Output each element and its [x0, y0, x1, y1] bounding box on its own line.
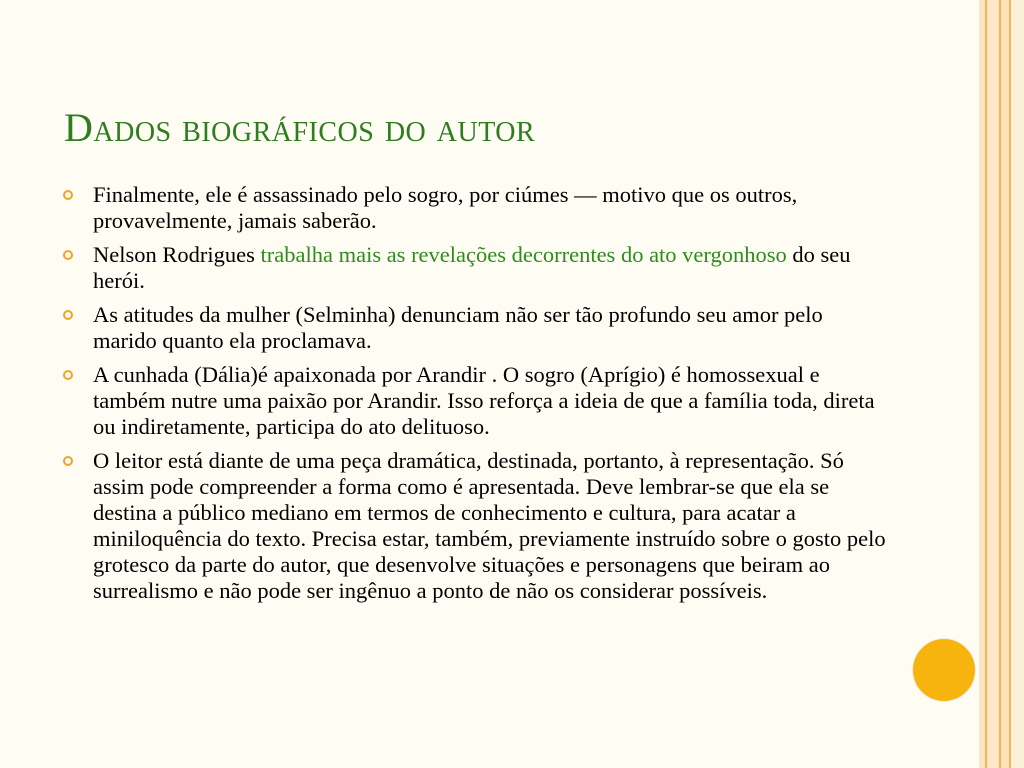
circle-bullet-icon: [63, 250, 73, 260]
bullet-item-2: [62, 242, 892, 294]
circle-bullet-icon: [63, 190, 73, 200]
bullet-text-suffix: do seu herói.: [93, 242, 851, 293]
bullet-text: A cunhada (Dália)é apaixonada por Arandir . O sogro (Aprígio) é homossexual e também nutre uma paixão por Arandir. Isso reforça a ideia de que a família toda, direta ou indiretamente, participa do ato delituoso.: [93, 362, 875, 439]
bullet-list: [62, 182, 892, 612]
bullet-text: O leitor está diante de uma peça dramática, destinada, portanto, à representação. Só assim pode compreender a forma como é apresentada. Deve lembrar-se que ela se destina a público mediano em termos de conhecimento e cultura, para acatar a miniloquência do texto. Precisa estar, também, previamente instruído sobre o gosto pelo grotesco da parte do autor, que desenvolve situações e personagens que beiram ao surrealismo e não pode ser ingênuo a ponto de não os considerar possíveis.: [93, 448, 886, 603]
bullet-item-1: [62, 182, 892, 234]
bullet-text: As atitudes da mulher (Selminha) denunciam não ser tão profundo seu amor pelo marido quanto ela proclamava.: [93, 302, 823, 353]
circle-bullet-icon: [63, 370, 73, 380]
bullet-text-prefix: Nelson Rodrigues: [93, 242, 261, 267]
bullet-text: Finalmente, ele é assassinado pelo sogro, por ciúmes — motivo que os outros, provavelmente, jamais saberão.: [93, 182, 798, 233]
bullet-item-4: [62, 362, 892, 440]
decorative-circle: [913, 639, 975, 701]
circle-bullet-icon: [63, 456, 73, 466]
bullet-text-highlight: trabalha mais as revelações decorrentes do ato vergonhoso: [260, 242, 787, 267]
bullet-item-5: [62, 448, 892, 604]
bullet-item-3: [62, 302, 892, 354]
circle-bullet-icon: [63, 310, 73, 320]
slide-title: Dados biográficos do autor: [64, 105, 536, 150]
right-border-stripes: [979, 0, 1024, 768]
